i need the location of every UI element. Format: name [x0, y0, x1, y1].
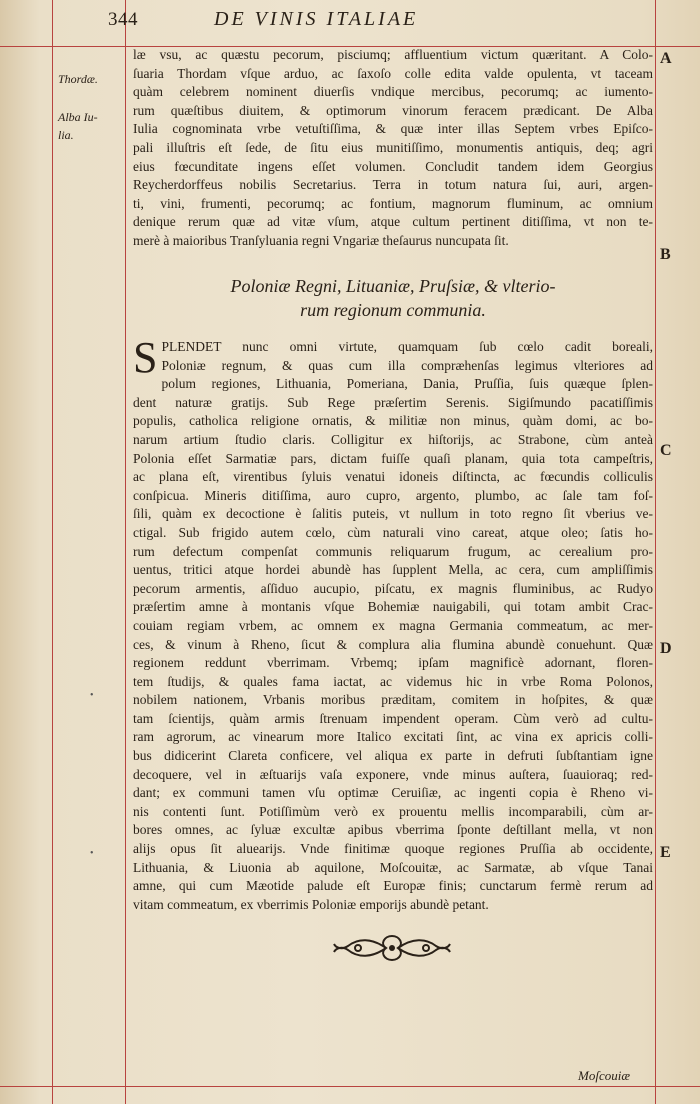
folio-number: 344	[108, 9, 138, 30]
text-line: bores omnes, ac ſyluæ excultæ apibus vberrima ſponte deſtillant mella, vt non	[133, 822, 653, 838]
text-line: PLENDET nunc omni virtute, quamquam ſub cœlo cadit boreali,	[161, 339, 653, 354]
text-line: pecorum armentis, aſſiduo aucupio, piſcatu, ex magnis fluminibus, ac Rudyo	[133, 580, 653, 596]
chapter-title	[133, 274, 653, 322]
margin-note-thordae: Thordæ.	[58, 72, 98, 86]
text-margin-rule	[125, 0, 126, 1104]
text-line: conſpicua. Mineris ditiſſima, auro cupro, argento, plumbo, ac ſale tam foſ-	[133, 487, 653, 503]
text-line: Polonia eſſet Sarmatiæ pars, dictam fuiſſe quaſi planam, quia tota campeſtris,	[133, 450, 653, 466]
margin-mark: •	[90, 690, 94, 701]
text-line: ſili, quàm ex decoctione è ſalitis puteis, vt nullum in toto regno ſit vberius ve-	[133, 506, 653, 522]
tailpiece-ornament-icon	[328, 932, 456, 964]
text-line: narum artium ſtudio claris. Colligitur ex hiſtorijs, ac Strabone, cùm anteà	[133, 431, 653, 447]
section-letter-b: B	[660, 246, 671, 263]
text-line: eius fœcunditate ingens eſſet volumen. Concludit tandem idem Georgius	[133, 158, 653, 174]
text-line: quàm celebrem nominent diuerſis vndique mercibus, pecorumq; ac iumento-	[133, 84, 653, 100]
section-letter-c: C	[660, 442, 672, 459]
text-line: læ vsu, ac quæstu pecorum, pisciumq; affluentium victum quæritant. A Colo-	[133, 47, 653, 62]
text-line: nobilem nationem, Vrbanis moribus præditam, comitem in hoſpites, & quæ	[133, 692, 653, 708]
text-line: præſertim amne à montanis vſque Bohemiæ nauigabili, qui totam ambit Crac-	[133, 599, 653, 615]
text-line: rum defectum compenſat communis reliquarum frugum, ac cerealium pro-	[133, 543, 653, 559]
text-line: populis, catholica religione ornatis, & militiæ non minus, quàm domi, ac bo-	[133, 413, 653, 429]
section-letter-e: E	[660, 844, 671, 861]
text-line: ſuaria Thordam vſque arduo, ac ſaxoſo colle edita valde opulenta, vt taceam	[133, 65, 653, 81]
paragraph-polonia	[133, 333, 653, 914]
text-line: ctigal. Sub frigido autem cœlo, cùm naturali vino careat, atque oleo; ſatis ho-	[133, 524, 653, 540]
catchword: Moſcouiæ	[578, 1068, 630, 1083]
chapter-title-line: rum regionum communia.	[300, 300, 486, 320]
drop-cap: S	[133, 333, 158, 382]
chapter-title-line: Poloniæ Regni, Lituaniæ, Pruſsiæ, & vlterio-	[230, 276, 556, 296]
text-line: pali illuſtris eſt ſede, de ſitu eius munitiſſimo, monumentis antiquis, deq; agri	[133, 139, 653, 155]
text-line: tem ſtudijs, & quales fama iactat, ac videmus hic in vrbe Roma Polonos,	[133, 673, 653, 689]
text-line: ram agrorum, ac vinearum more Italico excitati ſint, ac vina ex apricis colli-	[133, 729, 653, 745]
margin-note-alba: Alba Iu-	[58, 110, 98, 124]
footer-rule	[0, 1086, 700, 1087]
text-line: alijs opus ſit aluearijs. Vnde finitimæ quoque regiones Pruſſia ab occidente,	[133, 841, 653, 857]
margin-note-lia: lia.	[58, 128, 74, 142]
text-line: denique rerum quæ ad vitæ vſum, atque cultum pertinent ditiſſima, vt non te-	[133, 214, 653, 230]
text-line: Iulia cognominata vrbe vetuſtiſſima, & quæ inter illas Septem vrbes Epiſco-	[133, 121, 653, 137]
text-line: Lithuania, & Liuonia ab aquilone, Moſcouitæ, ac Sarmatæ, ab vſque Tanai	[133, 859, 653, 875]
text-line: dent naturæ gratijs. Sub Rege præſertim Serenis. Sigiſmundo pacatiſſimis	[133, 394, 653, 410]
text-line: ti, vini, frumenti, pecorumq; ac fontium, magnorum fluminum, ac omnium	[133, 195, 653, 211]
text-line: decoquere, vel in æſtuarijs vaſa exponere, vnde minus auſtera, ſuauioraq; red-	[133, 766, 653, 782]
text-line: regionem reddunt vberrimam. Vrbemq; ipſam magnificè adornant, floren-	[133, 655, 653, 671]
text-line: nis contenti ſunt. Potiſſimùm verò ex prouentu mellis incomparabili, cùm ar-	[133, 803, 653, 819]
section-letter-d: D	[660, 640, 672, 657]
text-line: tam ſcientijs, quàm armis ſtrenuam impendent operam. Cùm verò ad cultu-	[133, 710, 653, 726]
margin-mark: •	[90, 848, 94, 859]
text-line: couiam regiam vrbem, ac omnem ex magna Germania commeatum, ac mer-	[133, 617, 653, 633]
text-line: vitam commeatum, ex vberrimis Poloniæ emporijs abundè petant.	[133, 896, 489, 912]
paragraph-transylvania	[133, 46, 653, 251]
text-line: Poloniæ regnum, & quas cum illa compræhenſas legimus vlteriores ad	[161, 357, 653, 373]
text-line: polum regiones, Lithuania, Pomeriana, Dania, Pruſſia, ſuis quæque ſplen-	[161, 376, 653, 392]
text-line: ces, & vinum à Rheno, ſicut & complura alia flumina abundè conuehunt. Quæ	[133, 636, 653, 652]
text-line: bus didicerint Clareta conficere, vel aliqua ex parte in defruti ſubſtantiam igne	[133, 748, 653, 764]
left-margin-rule	[52, 0, 53, 1104]
right-margin-rule	[655, 0, 656, 1104]
text-line: amne, qui cum Mæotide palude eſt Europæ finis; cunctarum fermè rerum ad	[133, 878, 653, 894]
running-title: DE VINIS ITALIAE	[214, 8, 419, 30]
section-letter-a: A	[660, 50, 672, 67]
text-line: rum quæſtibus diuitem, & optimorum vinorum feracem prædicant. De Alba	[133, 102, 653, 118]
page-header	[108, 8, 668, 42]
text-line: Reycherdorffeus nobilis Secretarius. Terra in totum natura ſui, auri, argen-	[133, 177, 653, 193]
text-line: dant; ex communi tamen vſu optimæ Ceruiſiæ, ac ingenti copia è Rheno vi-	[133, 785, 653, 801]
text-line: ac plana eſt, virentibus ſyluis venatui idoneis diſtincta, ac fœcundis colliculis	[133, 469, 653, 485]
text-line: uentus, tritici atque hordei abundè has ſupplent Mella, ac cera, cum ampliſſimis	[133, 562, 653, 578]
text-line: merè à maioribus Tranſyluania regni Vngariæ theſaurus nuncupata ſit.	[133, 232, 509, 248]
